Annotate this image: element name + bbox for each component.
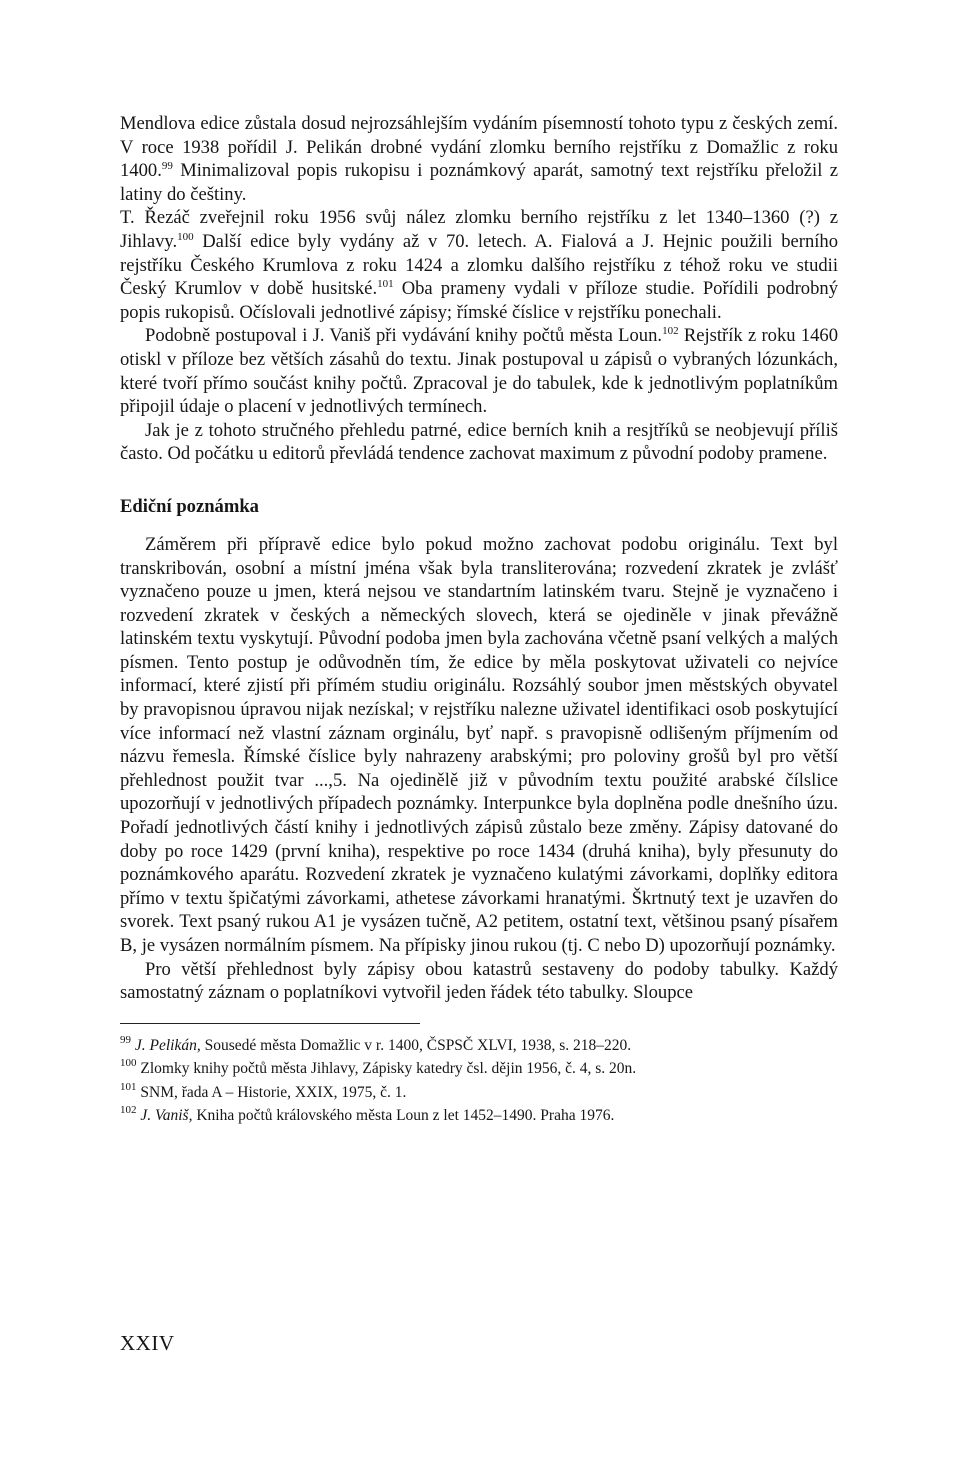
footnote-author: J. Pelikán,: [134, 1036, 201, 1054]
footnote-100: [120, 1057, 838, 1081]
section-heading: Ediční poznámka: [120, 495, 259, 517]
text: Podobně postupoval i J. Vaniš při vydávání knihy počtů města Loun.: [145, 325, 663, 347]
footnote-author: J. Vaniš,: [140, 1107, 193, 1125]
footnote-text: Zlomky knihy počtů města Jihlavy, Zápisky katedry čsl. dějin 1956, č. 4, s. 20n.: [136, 1060, 637, 1078]
page-number: XXIV: [120, 1331, 175, 1355]
footnote-102: [120, 1104, 838, 1128]
footnote-ref-99[interactable]: 99: [161, 160, 173, 173]
footnote-99: [120, 1034, 838, 1058]
footnote-number: 101: [120, 1080, 137, 1093]
paragraph-5: Záměrem při přípravě edice bylo pokud možno zachovat podobu originálu. Text byl transkribován, osobní a místní jména však byla transliterována; rozvedení zkratek je zvlášť vyznačeno pouze u jmen, která nejsou ve standartním latinském tvaru. Stejně je vyznačeno i rozvedení zkratek v českých a německých slovech, která se ojediněle v jinak převážně latinském textu vyskytují. Původní podoba jmen byla zachována včetně psaní velkých a malých písmen. Tento postup je odůvodněn tím, že edice by měla poskytovat uživateli co nejvíce informací, které zjistí při přímém studiu originálu. Rozsáhlý soubor jmen městských obyvatel by pravopisnou úpravou nijak nezískal; v rejstříku nalezne uživatel identifikaci osob poskytující více informací než vlastní záznam orginálu, byť např. s pravopisně odlišeným příjmením od názvu řemesla. Římské číslice byly nahrazeny arabskými; pro poloviny grošů byl pro větší přehlednost použit tvar ...,5. Na ojedinělě již v původním textu použité arabské čílslice upozorňují v jednotlivých případech poznámky. Interpunkce byla doplněna podle dnešního úzu. Pořadí jednotlivých částí knihy i jednotlivých zápisů zůstalo beze změny. Zápisy datované do doby po roce 1429 (první kniha), respektive po roce 1434 (druhá kniha), byly přesunuty do poznámkového aparátu. Rozvedení zkratek je vyznačeno kulatými závorkami, doplňky editora přímo v textu špičatými závorkami, athetese závorkami hranatými. Škrtnutý text je uzavřen do svorek. Text psaný rukou A1 je vysázen tučně, A2 petitem, ostatní text, většinou psaný písařem B, je vysázen normálním písmem. Na přípisky jinou rukou (tj. C nebo D) upozorňují poznámky.: [120, 533, 838, 956]
footnote-text: Kniha počtů královského města Loun z let 1452–1490. Praha 1976.: [192, 1107, 615, 1125]
paragraph-6: Pro větší přehlednost byly zápisy obou katastrů sestaveny do podoby tabulky. Každý samostatný záznam o poplatníkovi vytvořil jeden řádek této tabulky. Sloupce: [120, 958, 838, 1004]
footnote-text: Sousedé města Domažlic v r. 1400, ČSPSČ XLVI, 1938, s. 218–220.: [200, 1036, 632, 1054]
footnote-ref-101[interactable]: 101: [377, 278, 394, 291]
text: Minimalizoval popis rukopisu i poznámkový aparát, samotný text rejstříku přeložil z latiny do češtiny.: [120, 160, 838, 205]
text: Rejstřík z roku 1460 otiskl v příloze bez větších zásahů do textu. Jinak postupoval u zápisů o vybraných lózunkách, které tvoří přímo součást knihy počtů. Zpracoval je do tabulek, kde k jednotlivým poplatníkům připojil údaje o placení v jednotlivých termínech.: [120, 325, 839, 418]
footnote-separator: [120, 1023, 420, 1024]
page-body: [120, 112, 838, 1128]
paragraph-4: Jak je z tohoto stručného přehledu patrné, edice berních knih a resjtříků se neobjevují příliš často. Od počátku u editorů převládá tendence zachovat maximum z původní podoby pramene.: [120, 419, 838, 465]
footnotes: [120, 1034, 838, 1128]
paragraph-2: [120, 206, 838, 324]
paragraph-1: [120, 112, 838, 206]
text: Další edice byly vydány až v 70. letech. A. Fialová a J. Hejnic použili berního rejstříku Českého Krumlova z roku 1424 a zlomku dalšího rejstříku z téhož roku ve studii Český Krumlov v době husitské.: [120, 230, 838, 300]
footnote-ref-102[interactable]: 102: [662, 325, 679, 338]
footnote-number: 102: [120, 1104, 137, 1117]
text: Oba prameny vydali v příloze studie. Pořídili podrobný popis rukopisů. Očíslovali jednotlivé zápisy; římské číslice v rejstříku ponechali.: [120, 278, 838, 323]
text: Mendlova edice zůstala dosud nejrozsáhlejším vydáním písemností tohoto typu z českých zemí. V roce 1938 pořídil J. Pelikán drobné vydání zlomku berního rejstříku z Domažlic z roku 1400.: [120, 113, 838, 182]
paragraph-3: [120, 324, 838, 418]
footnote-number: 99: [120, 1033, 131, 1046]
footnote-101: [120, 1081, 838, 1105]
footnote-number: 100: [120, 1057, 137, 1070]
footnote-ref-100[interactable]: 100: [177, 230, 194, 243]
text: T. Řezáč zveřejnil roku 1956 svůj nález zlomku berního rejstříku z let 1340–1360 (?) z Jihlavy.: [120, 207, 838, 252]
footnote-text: SNM, řada A – Historie, XXIX, 1975, č. 1.: [136, 1083, 407, 1101]
